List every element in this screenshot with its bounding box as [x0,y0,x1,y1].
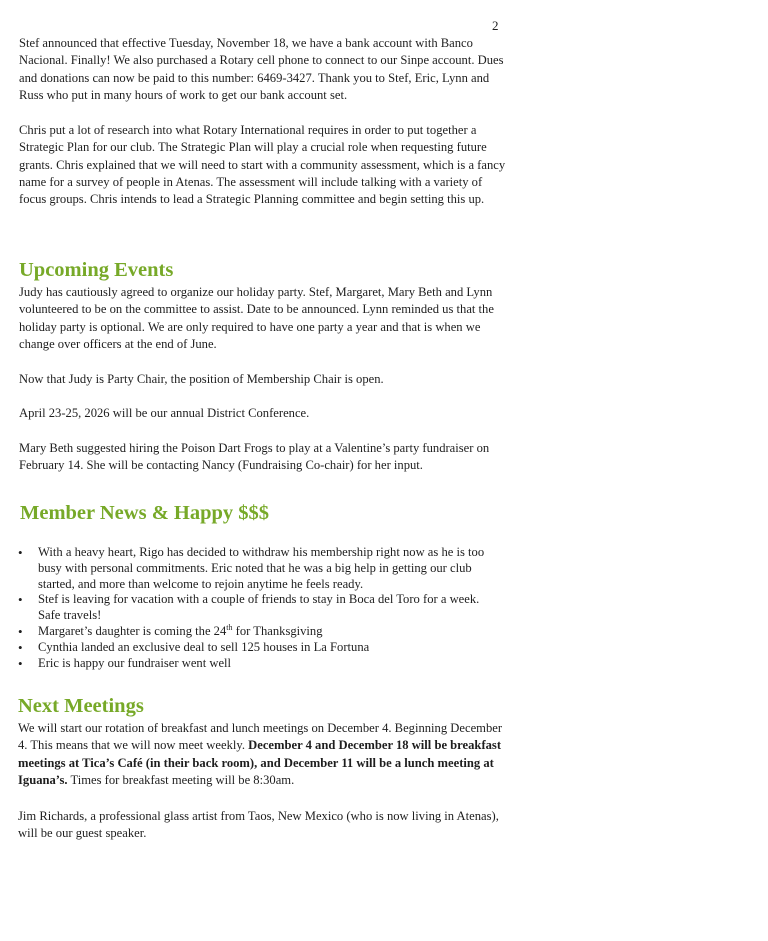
upcoming-events-heading: Upcoming Events [19,259,174,281]
holiday-party-paragraph: Judy has cautiously agreed to organize our holiday party. Stef, Margaret, Mary Beth and Lynn volunteered to be on the committee to assist. Date to be announced. Lynn reminded us that the holiday party is optional. We are only required to have one party a year and that is when we change over officers at the end of June. [19,285,494,351]
district-conference-paragraph: April 23-25, 2026 will be our annual District Conference. [19,406,310,420]
valentines-fundraiser-paragraph: Mary Beth suggested hiring the Poison Dart Frogs to play at a Valentine’s party fundraiser on February 14. She will be contacting Nancy (Fundraising Co-chair) for her input. [19,441,490,473]
meeting-dates-bold: December 4 and December 18 will be breakfast meetings at Tica’s Café (in their back room), and December 11 will be a lunch meeting at Iguana’s. [18,738,502,787]
next-meetings-heading: Next Meetings [18,695,144,717]
member-news-list [18,545,488,671]
list-item: • Stef is leaving for vacation with a couple of friends to stay in Boca del Toro for a week. Safe travels! [18,592,488,624]
list-item: • With a heavy heart, Rigo has decided to withdraw his membership right now as he is too busy with personal commitments. Eric noted that he was a big help in getting our club started, and more than welcome to rejoin anytime he feels ready. [18,545,488,592]
meeting-rotation-paragraph: We will start our rotation of breakfast and lunch meetings on December 4. Beginning December 4. This means that we will now meet weekly. December 4 and December 18 will be breakfast meetings at Tica’s Café (in their back room), and December 11 will be a lunch meeting at Iguana’s. Times for breakfast meeting will be 8:30am. [18,721,503,787]
strategic-plan-paragraph: Chris put a lot of research into what Rotary International requires in order to put together a Strategic Plan for our club. The Strategic Plan will play a crucial role when requesting future grants. Chris explained that we will need to start with a community assessment, which is a fancy name for a survey of people in Atenas. The assessment will include talking with a variety of focus groups. Chris intends to lead a Strategic Planning committee and begin setting this up. [19,123,506,207]
guest-speaker-paragraph: Jim Richards, a professional glass artist from Taos, New Mexico (who is now living in Atenas), will be our guest speaker. [18,809,499,841]
bank-account-paragraph: Stef announced that effective Tuesday, November 18, we have a bank account with Banco Nacional. Finally! We also purchased a Rotary cell phone to connect to our Sinpe account. Dues and donations can now be paid to this number: 6469-3427. Thank you to Stef, Eric, Lynn and Russ who put in many hours of work to get our bank account set. [19,36,504,102]
page-number: 2 [492,18,499,33]
list-item: • Cynthia landed an exclusive deal to sell 125 houses in La Fortuna [18,640,488,656]
list-item: • Margaret’s daughter is coming the 24th for Thanksgiving [18,624,488,640]
member-news-heading: Member News & Happy $$$ [20,502,270,524]
membership-chair-paragraph: Now that Judy is Party Chair, the position of Membership Chair is open. [19,372,384,386]
list-item: • Eric is happy our fundraiser went well [18,656,488,672]
